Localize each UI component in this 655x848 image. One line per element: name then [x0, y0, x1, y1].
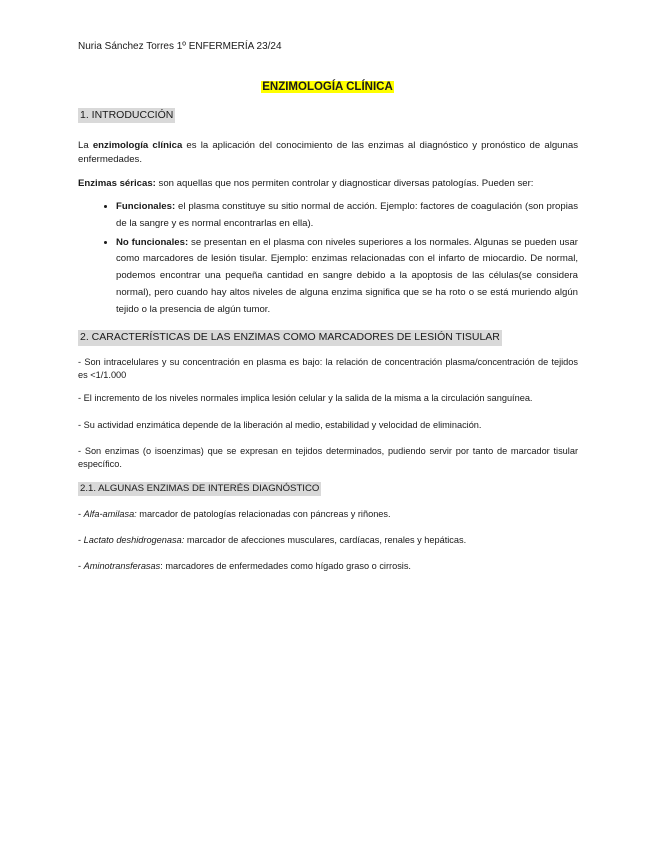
- text-run: : marcadores de enfermedades como hígado graso o cirrosis.: [160, 561, 411, 572]
- text-run: marcador de afecciones musculares, cardíacas, renales y hepáticas.: [184, 534, 467, 545]
- italic-term: Lactato deshidrogenasa:: [83, 534, 185, 545]
- text-run: -: [78, 508, 84, 519]
- list-item: [116, 235, 578, 319]
- list-item: [78, 534, 578, 547]
- section-heading-introduccion: 1. INTRODUCCIÓN: [78, 108, 175, 123]
- title-block: [0, 79, 655, 96]
- list-item: [116, 199, 578, 233]
- text-run: se presentan en el plasma con niveles superiores a los normales. Algunas se pueden usar como marcadores de lesión tisular. Ejemplo: enzimas relacionadas con el infarto de miocardio. De normal, podemos encontrar una pequeña cantidad en sangre debido a la apoptosis de las células(se considera normal), pero cuando hay altos niveles de alguna enzima significa que se ha roto o se está muriendo algún tejido o la presencia de algún tumor.: [116, 236, 578, 315]
- list-item: - El incremento de los niveles normales implica lesión celular y la salida de la misma a la circulación sanguínea.: [78, 393, 533, 404]
- text-run: -: [78, 534, 84, 545]
- list-item: - Son intracelulares y su concentración en plasma es bajo: la relación de concentración plasma/concentración de tejidos es <1/1.000: [78, 356, 578, 380]
- bold-term: No funcionales:: [116, 236, 189, 248]
- header-author-line: Nuria Sánchez Torres 1º ENFERMERÍA 23/24: [78, 41, 282, 52]
- italic-term: Aminotransferasas: [83, 561, 161, 572]
- text-run: marcador de patologías relacionadas con páncreas y riñones.: [136, 508, 391, 519]
- list-item: [78, 560, 578, 573]
- text-run: La: [78, 140, 93, 152]
- list-item: - Su actividad enzimática depende de la liberación al medio, estabilidad y velocidad de eliminación.: [78, 419, 482, 430]
- italic-term: Alfa-amilasa:: [83, 508, 137, 519]
- bold-term: Funcionales:: [116, 200, 176, 212]
- section-heading-caracteristicas: 2. CARACTERÍSTICAS DE LAS ENZIMAS COMO MARCADORES DE LESIÓN TISULAR: [78, 330, 502, 345]
- text-run: -: [78, 561, 84, 572]
- text-run: el plasma constituye su sitio normal de acción. Ejemplo: factores de coagulación (son propias de la sangre y es normal encontrarlas en ella).: [116, 200, 578, 229]
- bold-term: enzimología clínica: [92, 140, 183, 152]
- paragraph-enzimas-sericas: [78, 177, 578, 191]
- paragraph-enzimologia: [78, 139, 578, 167]
- list-item: - Son enzimas (o isoenzimas) que se expresan en tejidos determinados, pudiendo servir por tanto de marcador tisular específico.: [78, 446, 578, 470]
- text-run: son aquellas que nos permiten controlar y diagnosticar diversas patologías. Pueden ser:: [155, 178, 534, 190]
- bold-term: Enzimas séricas:: [78, 178, 156, 190]
- document-body: [78, 108, 578, 584]
- text-run: es la aplicación del conocimiento de las enzimas al diagnóstico y pronóstico de algunas enfermedades.: [78, 140, 578, 166]
- document-title: ENZIMOLOGÍA CLÍNICA: [262, 81, 393, 93]
- list-item: [78, 508, 578, 521]
- bullet-list: [78, 199, 578, 318]
- section-caracteristicas-items: [78, 356, 578, 472]
- subsection-heading-enzimas-interes: 2.1. ALGUNAS ENZIMAS DE INTERÉS DIAGNÓSTICO: [80, 482, 320, 494]
- section-enzimas-items: [78, 508, 578, 574]
